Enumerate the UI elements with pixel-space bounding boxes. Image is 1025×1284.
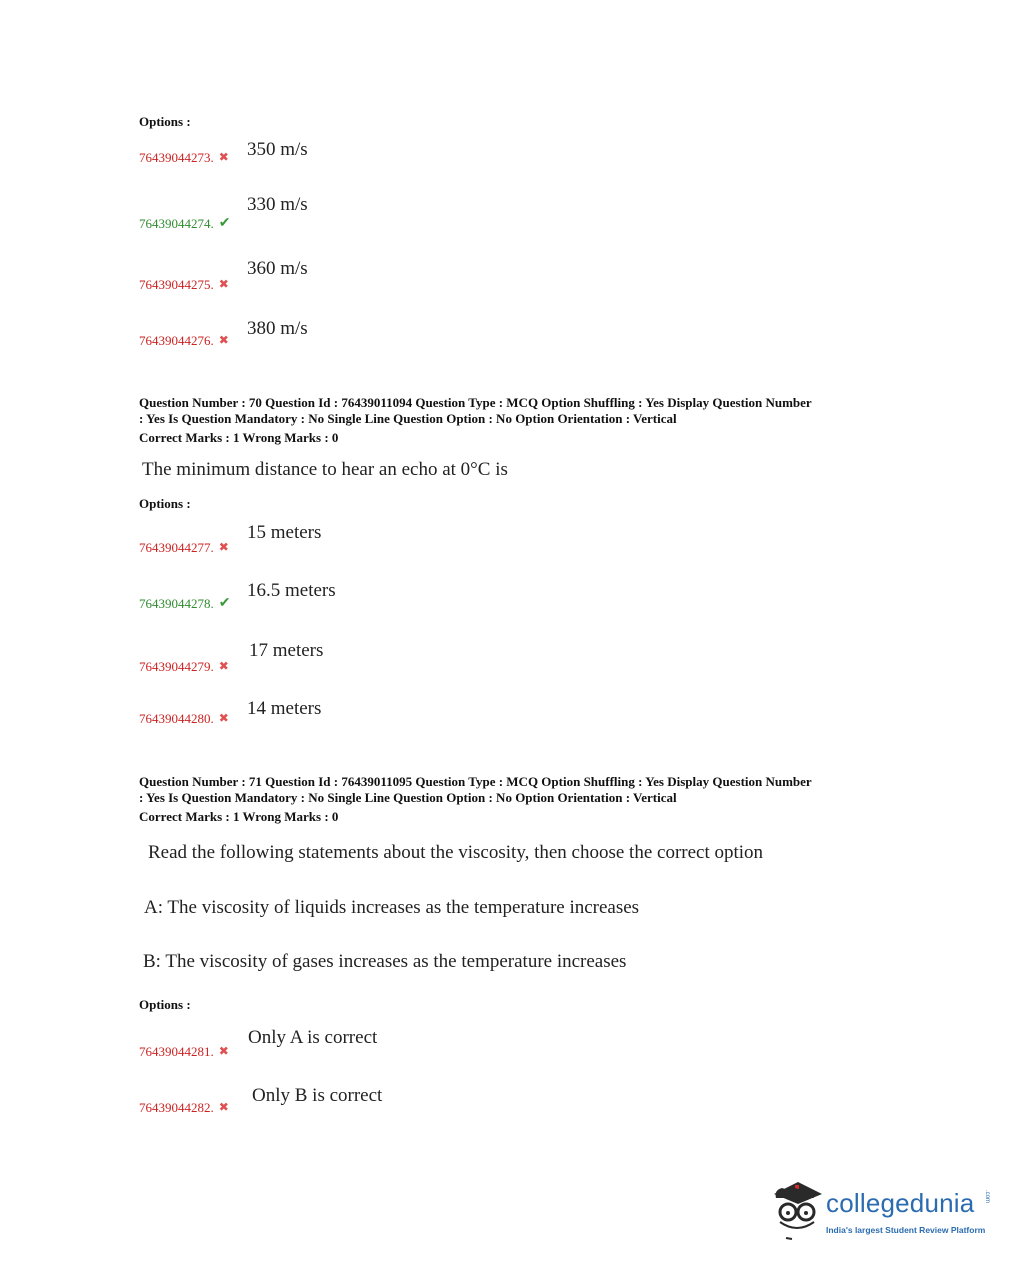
option-text: 17 meters xyxy=(249,640,324,661)
mascot-icon xyxy=(768,1176,824,1242)
cross-icon: ✖ xyxy=(218,711,229,725)
cross-icon: ✖ xyxy=(218,659,229,673)
option-id: 76439044275. ✖ xyxy=(139,277,229,292)
cross-icon: ✖ xyxy=(218,333,229,347)
marks-line: Correct Marks : 1 Wrong Marks : 0 xyxy=(139,430,339,445)
option-text: 380 m/s xyxy=(247,318,308,339)
option-id: 76439044280. ✖ xyxy=(139,711,229,726)
collegedunia-logo[interactable] xyxy=(768,1180,998,1240)
question-text: Read the following statements about the viscosity, then choose the correct option xyxy=(148,842,764,863)
option-id: 76439044282. ✖ xyxy=(139,1100,229,1115)
logo-tld: .com xyxy=(984,1190,990,1204)
option-id: 76439044276. ✖ xyxy=(139,333,229,348)
options-label: Options : xyxy=(139,997,191,1012)
marks-line: Correct Marks : 1 Wrong Marks : 0 xyxy=(139,809,339,824)
check-icon: ✔ xyxy=(218,216,231,231)
cross-icon: ✖ xyxy=(218,540,229,554)
question-meta-line: : Yes Is Question Mandatory : No Single Line Question Option : No Option Orientation : Vertical xyxy=(139,790,677,805)
option-id: 76439044279. ✖ xyxy=(139,659,229,674)
option-text: 350 m/s xyxy=(247,139,308,160)
cross-icon: ✖ xyxy=(218,1044,229,1058)
option-id: 76439044278. ✔ xyxy=(139,596,231,611)
option-id: 76439044274. ✔ xyxy=(139,216,231,231)
option-text: Only A is correct xyxy=(248,1027,378,1048)
question-meta xyxy=(139,395,899,446)
logo-name: collegedunia xyxy=(826,1188,975,1218)
option-text: 360 m/s xyxy=(247,258,308,279)
cross-icon: ✖ xyxy=(218,1100,229,1114)
question-text: The minimum distance to hear an echo at 0°C is xyxy=(142,459,508,480)
cross-icon: ✖ xyxy=(218,150,229,164)
option-id: 76439044281. ✖ xyxy=(139,1044,229,1059)
logo-tagline: India's largest Student Review Platform xyxy=(826,1225,986,1235)
option-id: 76439044273. ✖ xyxy=(139,150,229,165)
option-id: 76439044277. ✖ xyxy=(139,540,229,555)
options-label: Options : xyxy=(139,114,191,129)
option-text: 14 meters xyxy=(247,698,322,719)
check-icon: ✔ xyxy=(218,596,231,611)
statement-a: A: The viscosity of liquids increases as the temperature increases xyxy=(144,897,640,918)
option-text: 330 m/s xyxy=(247,194,308,215)
question-meta-line: : Yes Is Question Mandatory : No Single Line Question Option : No Option Orientation : Vertical xyxy=(139,411,677,426)
option-text: 15 meters xyxy=(247,522,322,543)
question-meta xyxy=(139,774,899,825)
options-label: Options : xyxy=(139,496,191,511)
statement-b: B: The viscosity of gases increases as the temperature increases xyxy=(143,951,627,972)
cross-icon: ✖ xyxy=(218,277,229,291)
option-text: 16.5 meters xyxy=(247,580,336,601)
question-meta-line: Question Number : 71 Question Id : 76439011095 Question Type : MCQ Option Shuffling : Yes Display Question Number xyxy=(139,774,812,789)
option-text: Only B is correct xyxy=(252,1085,383,1106)
question-meta-line: Question Number : 70 Question Id : 76439011094 Question Type : MCQ Option Shuffling : Yes Display Question Number xyxy=(139,395,812,410)
